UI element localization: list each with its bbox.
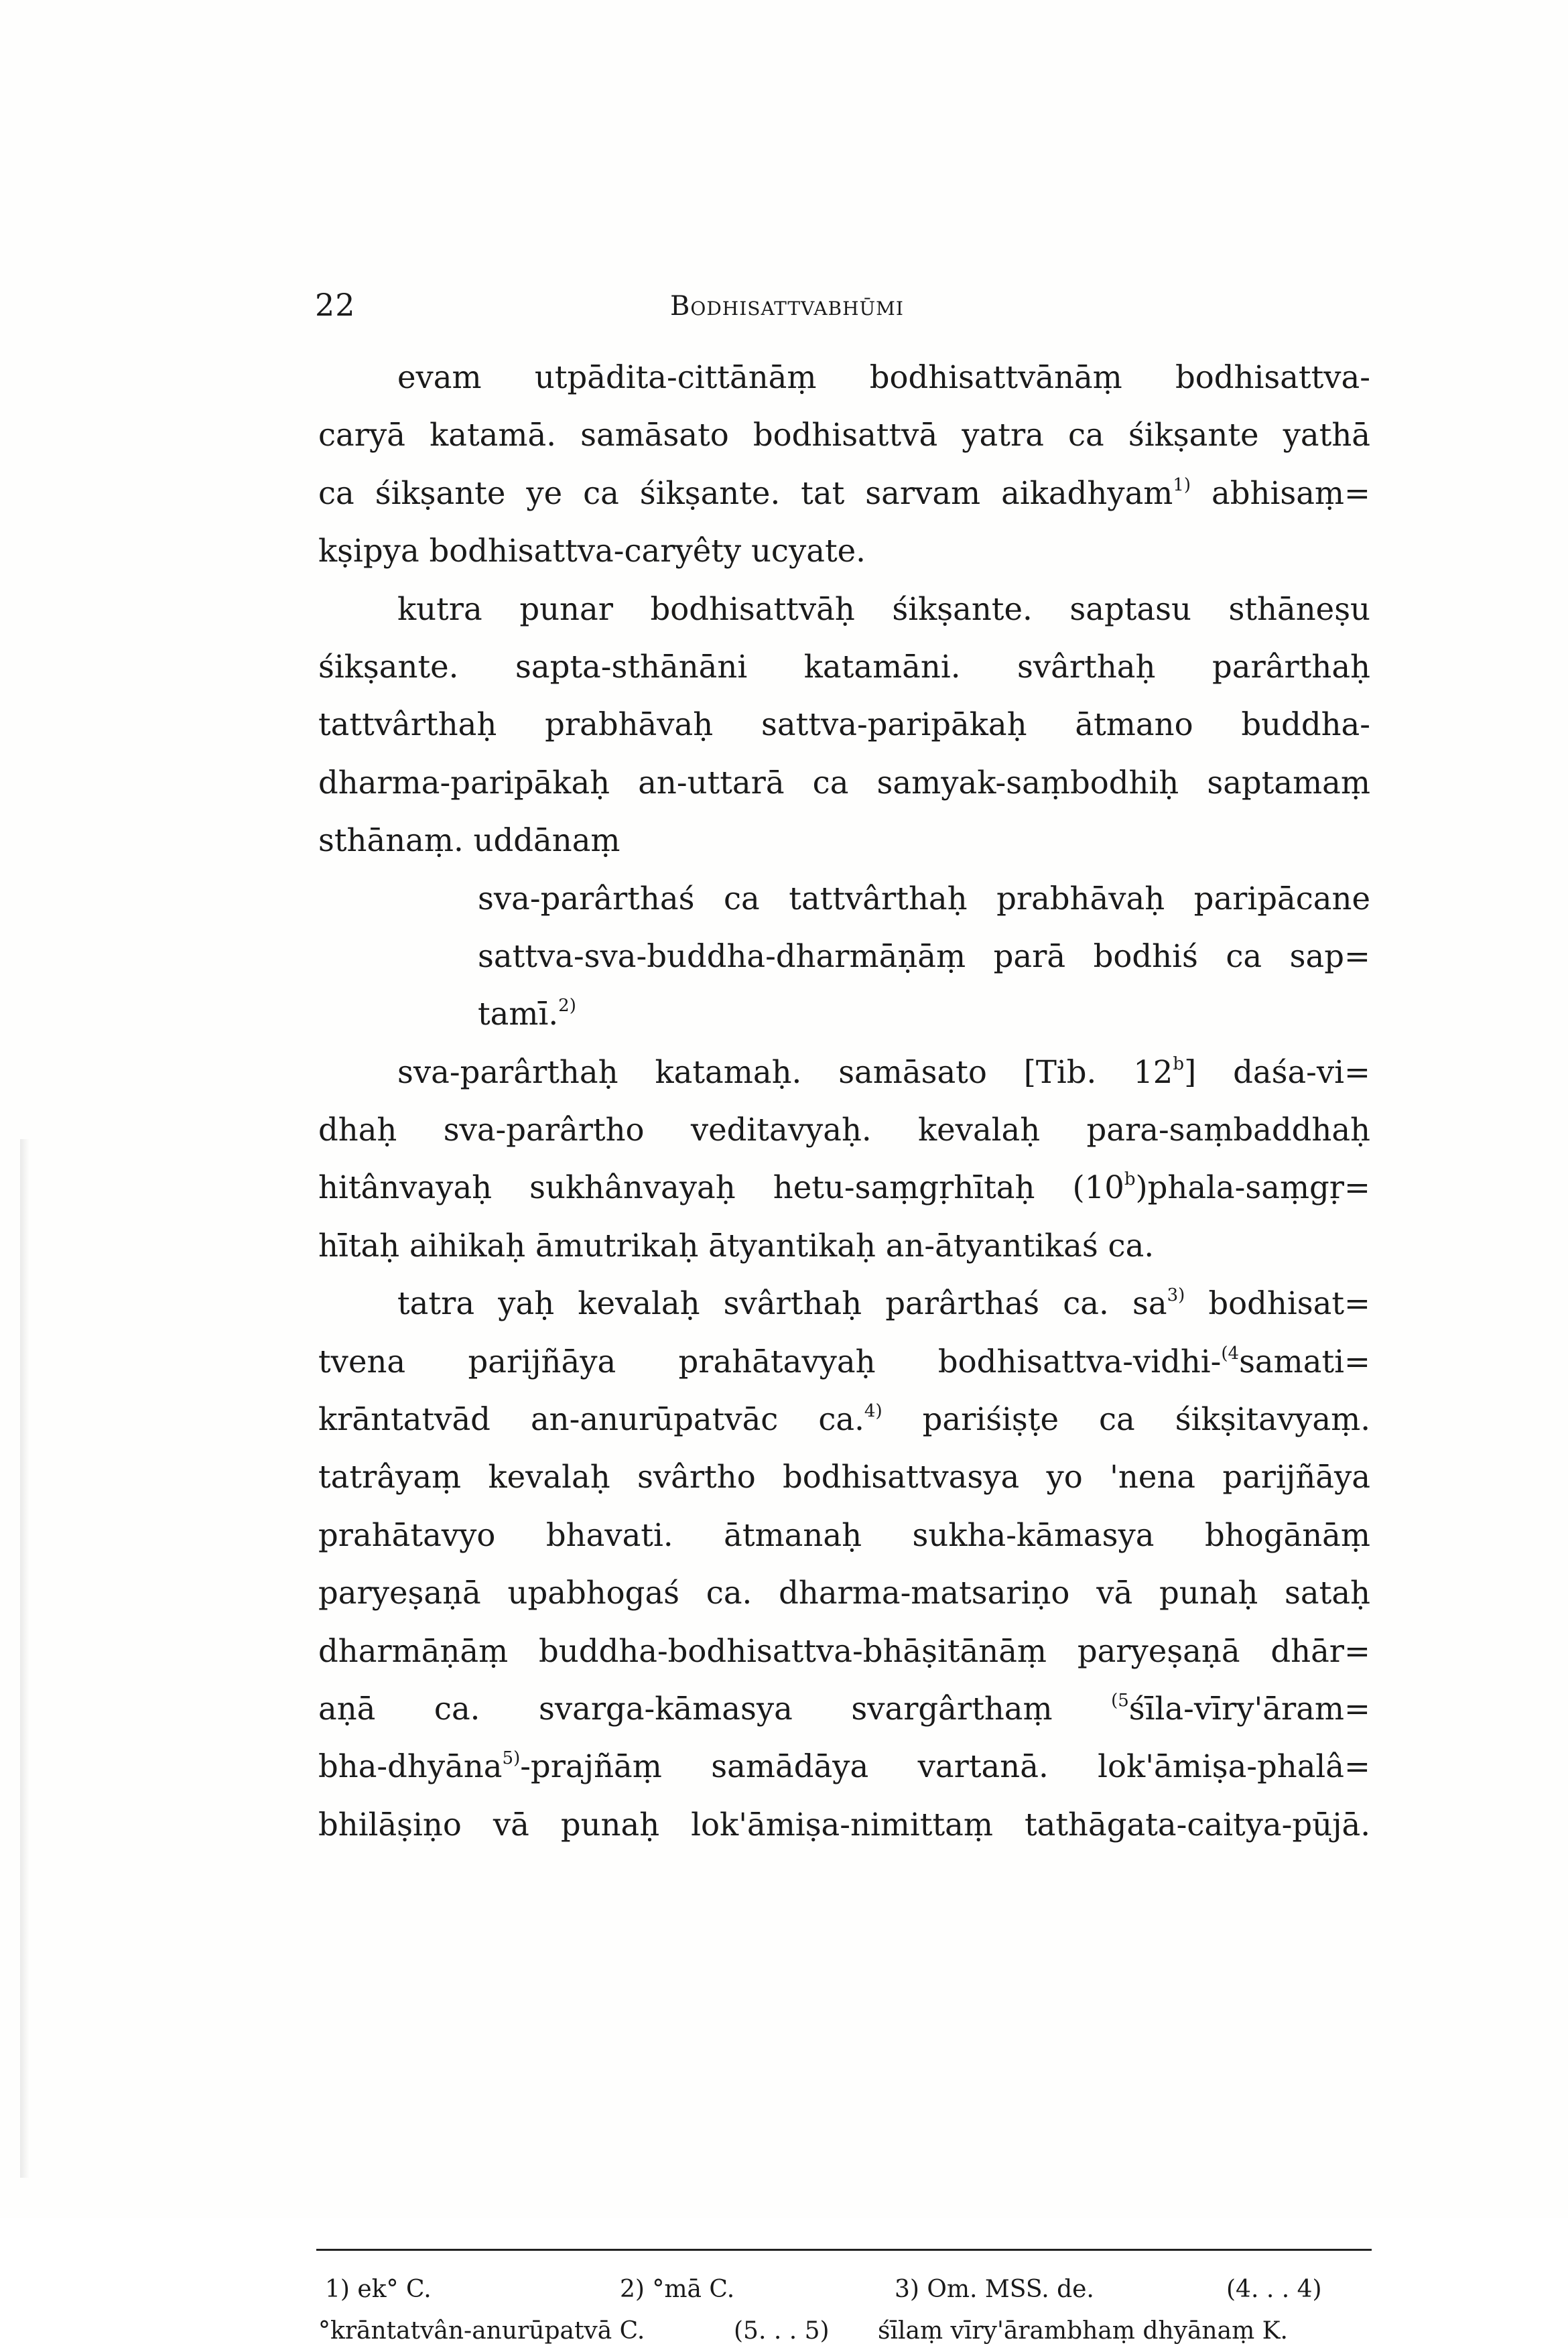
footnote-ref: b bbox=[1124, 1169, 1136, 1190]
line-text: prahātavyo bhavati. ātmanaḥ sukha-kāmasya bhogānāṃ bbox=[318, 1516, 1370, 1553]
footnote-line-2 bbox=[318, 2310, 1370, 2352]
line-text-post: -prajñāṃ samādāya vartanā. lok'āmiṣa-phalâ= bbox=[520, 1748, 1370, 1785]
text-line bbox=[318, 580, 1370, 638]
line-text-pre: ca śikṣante ye ca śikṣante. tat sarvam aikadhyam bbox=[318, 474, 1173, 511]
line-text: caryā katamā. samāsato bodhisattvā yatra ca śikṣante yathā bbox=[318, 417, 1370, 454]
text-line bbox=[318, 1043, 1370, 1101]
line-text-pre: bha-dhyāna bbox=[318, 1748, 503, 1785]
line-text: dharma-paripākaḥ an-uttarā ca samyak-saṃbodhiḥ saptamaṃ bbox=[318, 764, 1370, 801]
text-line bbox=[318, 1622, 1370, 1680]
line-text: kutra punar bodhisattvāḥ śikṣante. saptasu sthāneṣu bbox=[397, 590, 1370, 627]
paragraph-block-1 bbox=[318, 348, 1370, 870]
line-text-post: samati= bbox=[1239, 1343, 1370, 1380]
line-text-post: pariśiṣṭe ca śikṣitavyaṃ. bbox=[882, 1401, 1370, 1438]
text-line bbox=[478, 927, 1370, 985]
text-line bbox=[318, 1738, 1370, 1795]
footnotes bbox=[318, 2269, 1370, 2352]
text-line bbox=[318, 811, 1370, 869]
verse-block bbox=[318, 870, 1370, 1043]
text-line bbox=[318, 1333, 1370, 1390]
footnote-line-1 bbox=[318, 2269, 1370, 2310]
line-text-pre: tvena parijñāya prahātavyaḥ bodhisattva-vidhi- bbox=[318, 1343, 1222, 1380]
line-text: paryeṣaṇā upabhogaś ca. dharma-matsariṇo vā punaḥ sataḥ bbox=[318, 1575, 1370, 1612]
text-line bbox=[318, 522, 1370, 580]
text-line bbox=[318, 754, 1370, 811]
line-text-pre: tatra yaḥ kevalaḥ svârthaḥ parârthaś ca. sa bbox=[397, 1285, 1167, 1322]
text-line bbox=[318, 348, 1370, 406]
page-number: 22 bbox=[315, 287, 356, 323]
text-line bbox=[318, 1796, 1370, 1853]
line-text: kṣipya bodhisattva-caryêty ucyate. bbox=[318, 533, 866, 570]
text-line bbox=[318, 464, 1370, 522]
text-line bbox=[478, 870, 1370, 927]
line-text: tatrâyaṃ kevalaḥ svârtho bodhisattvasya yo 'nena parijñāya bbox=[318, 1459, 1370, 1496]
line-text-pre: krāntatvād an-anurūpatvāc ca. bbox=[318, 1401, 864, 1438]
text-line bbox=[318, 1390, 1370, 1448]
text-line bbox=[318, 1506, 1370, 1564]
line-text: sthānaṃ. uddānaṃ bbox=[318, 822, 620, 859]
text-line bbox=[318, 1275, 1370, 1332]
text-line bbox=[318, 638, 1370, 696]
text-line bbox=[318, 1159, 1370, 1216]
line-text: sva-parârthaś ca tattvârthaḥ prabhāvaḥ paripācane bbox=[478, 880, 1370, 917]
text-line bbox=[318, 696, 1370, 753]
line-text-post: bodhisat= bbox=[1185, 1285, 1370, 1322]
footnote-ref: b bbox=[1173, 1053, 1185, 1074]
line-text-pre: hitânvayaḥ sukhânvayaḥ hetu-saṃgṛhītaḥ (10 bbox=[318, 1169, 1124, 1206]
line-text-pre: tamī. bbox=[478, 996, 559, 1033]
footnote-ref: 4) bbox=[864, 1401, 883, 1422]
footnote-ref: 1) bbox=[1173, 474, 1191, 495]
footnote-ref: (5 bbox=[1111, 1690, 1129, 1711]
footnote-ref: (4 bbox=[1221, 1343, 1240, 1364]
line-text: śikṣante. sapta-sthānāni katamāni. svârthaḥ parârthaḥ bbox=[318, 648, 1370, 685]
footnote-5-marker: (5. . . 5) bbox=[734, 2317, 830, 2345]
line-text: dhaḥ sva-parârtho veditavyaḥ. kevalaḥ para-saṃbaddhaḥ bbox=[318, 1112, 1370, 1149]
footnote-3: 3) Om. MSS. de. bbox=[895, 2276, 1094, 2303]
line-text: bhilāṣiṇo vā punaḥ lok'āmiṣa-nimittaṃ tathāgata-caitya-pūjā. bbox=[318, 1806, 1370, 1843]
line-text-post: ] daśa-vi= bbox=[1184, 1053, 1370, 1090]
paragraph-block-2 bbox=[318, 1043, 1370, 1853]
footnote-2: 2) °mā C. bbox=[620, 2276, 735, 2303]
body-text bbox=[318, 348, 1370, 1853]
text-line bbox=[478, 985, 1370, 1043]
line-text: sattva-sva-buddha-dharmāṇāṃ parā bodhiś ca sap= bbox=[478, 937, 1370, 974]
footnote-5-text: śīlaṃ vīry'ārambhaṃ dhyānaṃ K. bbox=[878, 2317, 1288, 2345]
footnote-ref: 2) bbox=[558, 996, 576, 1017]
line-text-post: śīla-vīry'āram= bbox=[1128, 1690, 1370, 1727]
running-head bbox=[315, 287, 1370, 334]
text-line bbox=[318, 1564, 1370, 1622]
footnote-4-marker: (4. . . 4) bbox=[1226, 2276, 1322, 2303]
footnote-4-text: °krāntatvân-anurūpatvā C. bbox=[318, 2317, 645, 2345]
text-line bbox=[318, 1680, 1370, 1738]
line-text: tattvârthaḥ prabhāvaḥ sattva-paripākaḥ ātmano buddha- bbox=[318, 706, 1370, 743]
line-text-pre: sva-parârthaḥ katamaḥ. samāsato [Tib. 12 bbox=[397, 1053, 1173, 1090]
line-text-post: abhisaṃ= bbox=[1191, 474, 1370, 511]
line-text: hītaḥ aihikaḥ āmutrikaḥ ātyantikaḥ an-ātyantikaś ca. bbox=[318, 1227, 1155, 1264]
footnote-ref: 5) bbox=[502, 1748, 521, 1769]
footnote-ref: 3) bbox=[1167, 1285, 1185, 1306]
line-text-post: )phala-saṃgṛ= bbox=[1135, 1169, 1370, 1206]
line-text: dharmāṇāṃ buddha-bodhisattva-bhāṣitānāṃ paryeṣaṇā dhār= bbox=[318, 1632, 1370, 1669]
scan-edge-shadow bbox=[20, 1139, 29, 2178]
text-line bbox=[318, 1217, 1370, 1275]
line-text-pre: aṇā ca. svarga-kāmasya svargârthaṃ bbox=[318, 1690, 1112, 1727]
text-line bbox=[318, 1448, 1370, 1506]
text-line bbox=[318, 1101, 1370, 1159]
line-text: evam utpādita-cittānāṃ bodhisattvānāṃ bodhisattva- bbox=[397, 359, 1370, 395]
running-title: Bodhisattvabhūmi bbox=[670, 291, 904, 322]
text-line bbox=[318, 406, 1370, 464]
footnote-1: 1) ek° C. bbox=[325, 2276, 432, 2303]
footnote-rule bbox=[316, 2249, 1372, 2251]
